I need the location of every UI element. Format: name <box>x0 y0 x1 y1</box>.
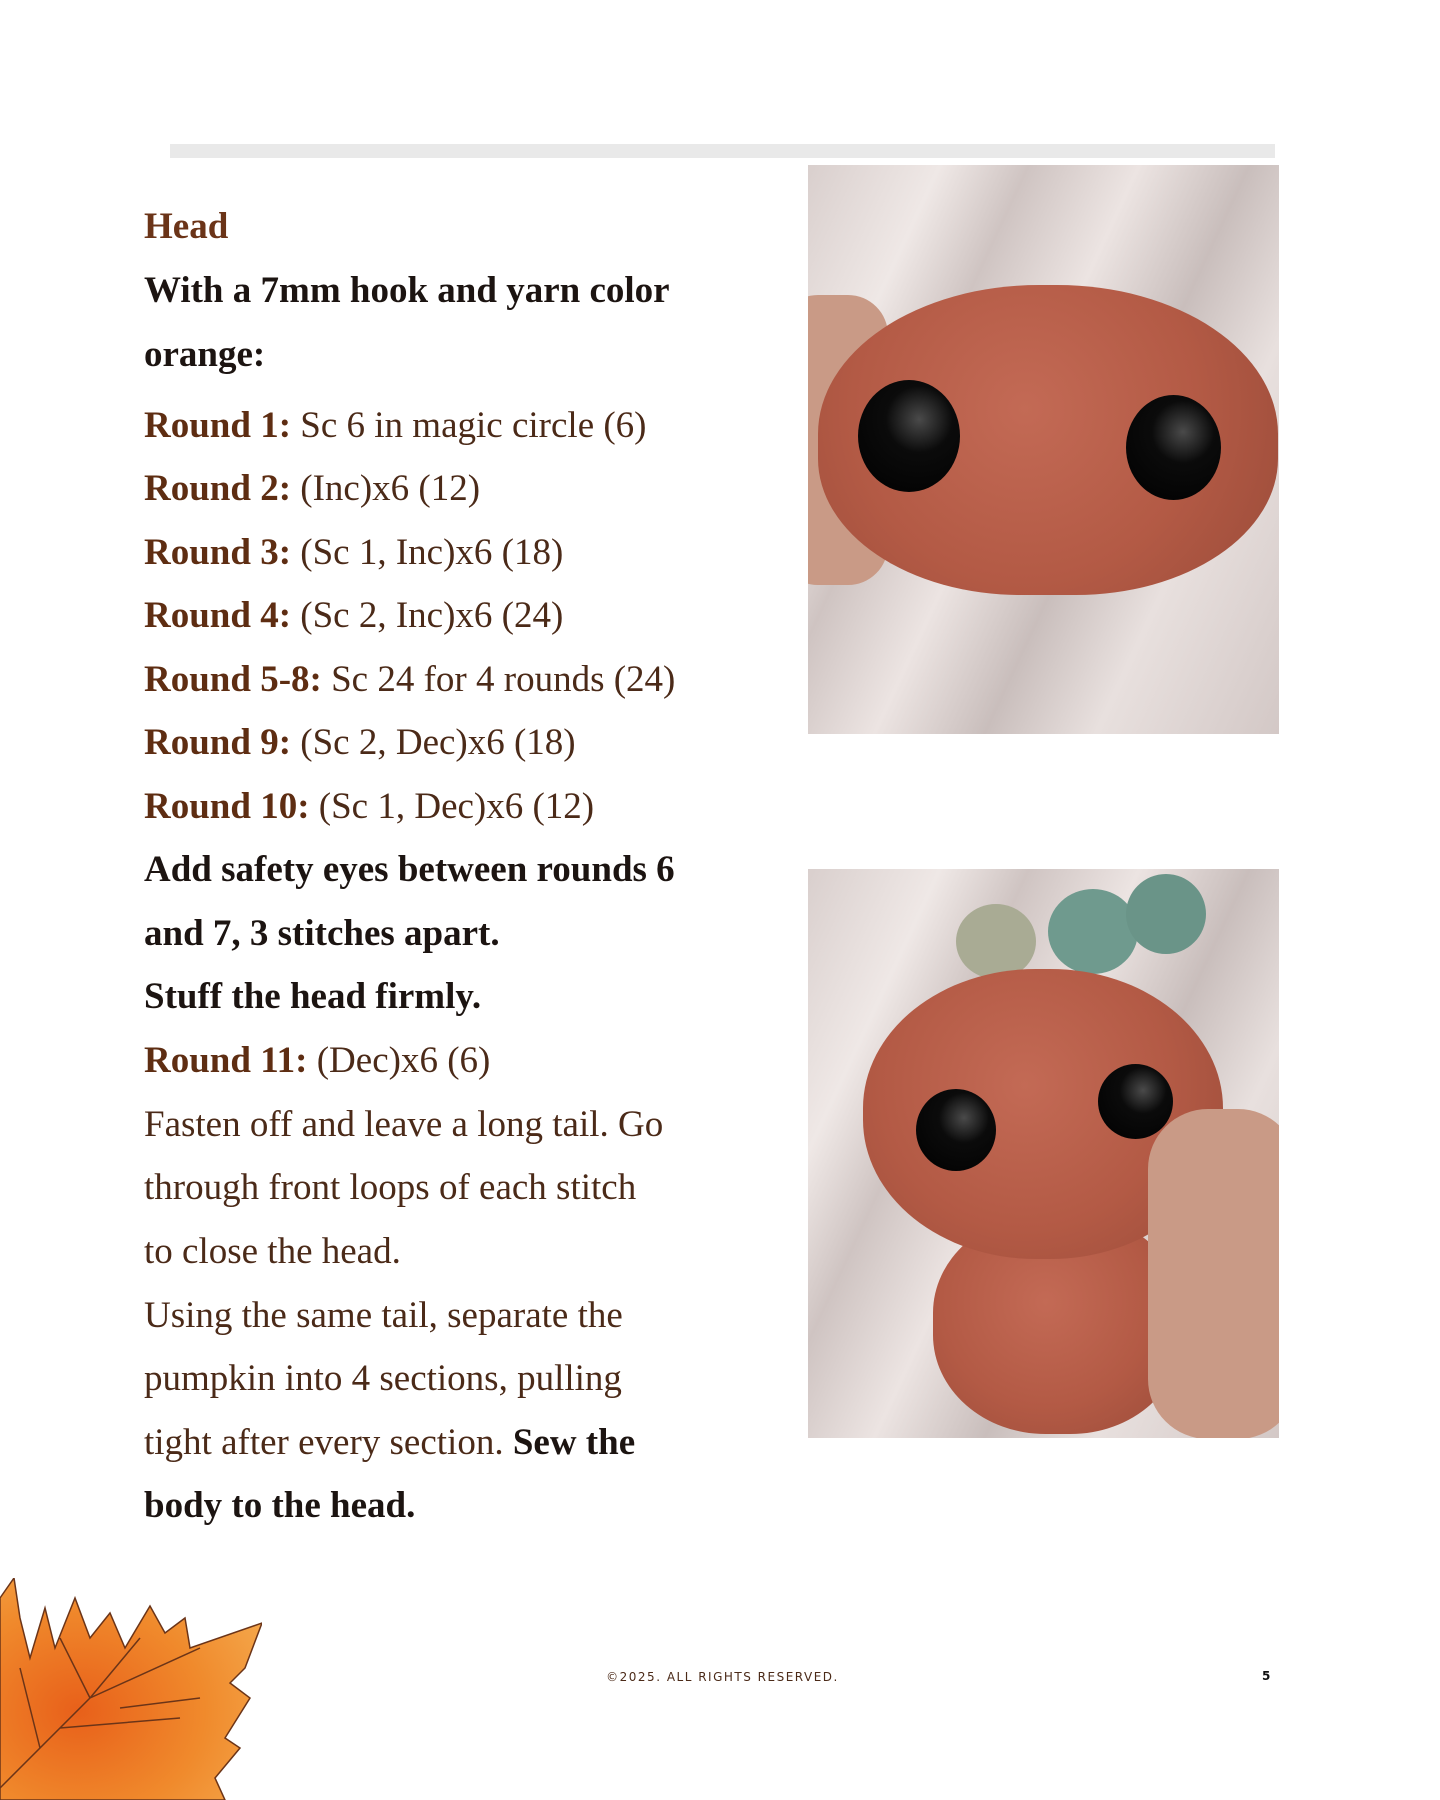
maple-leaf-icon <box>0 1578 262 1800</box>
finish-line-4: Using the same tail, separate the <box>144 1295 623 1336</box>
round-4 <box>144 594 563 638</box>
round-11 <box>144 1039 490 1083</box>
safety-eye-right <box>1098 1064 1173 1139</box>
section-title: Head <box>144 206 229 247</box>
round-label: Round 3: <box>144 532 292 573</box>
round-10 <box>144 785 594 829</box>
round-text: (Sc 2, Inc)x6 (24) <box>291 595 564 636</box>
round-label: Round 1: <box>144 405 292 446</box>
round-text: (Inc)x6 (12) <box>291 468 481 509</box>
safety-eye-right <box>1126 395 1221 500</box>
leaf-pompom <box>1126 874 1206 954</box>
round-text: Sc 24 for 4 rounds (24) <box>321 659 676 700</box>
round-text: (Dec)x6 (6) <box>307 1040 491 1081</box>
hand <box>1148 1109 1279 1438</box>
leaf-pompom <box>1048 889 1138 974</box>
round-1 <box>144 404 647 448</box>
finish-line-3: to close the head. <box>144 1231 401 1272</box>
round-label: Round 10: <box>144 786 310 827</box>
header-divider-bar <box>170 144 1275 158</box>
safety-eye-left <box>858 380 960 492</box>
finish-line-7: body to the head. <box>144 1485 416 1526</box>
round-text: (Sc 2, Dec)x6 (18) <box>291 722 576 763</box>
finish-line-6 <box>144 1421 635 1465</box>
intro-line-1: With a 7mm hook and yarn color <box>144 270 670 311</box>
finish-line-2: through front loops of each stitch <box>144 1167 637 1208</box>
round-text: Sc 6 in magic circle (6) <box>291 405 647 446</box>
round-2 <box>144 467 480 511</box>
eyes-note-line-2: and 7, 3 stitches apart. <box>144 913 500 954</box>
finish-line-5: pumpkin into 4 sections, pulling <box>144 1358 622 1399</box>
intro-line-2: orange: <box>144 334 266 375</box>
page-number: 5 <box>1262 1669 1271 1683</box>
finish-line-1: Fasten off and leave a long tail. Go <box>144 1104 664 1145</box>
round-5-8 <box>144 658 675 702</box>
finish-bold-text: Sew the <box>512 1422 636 1463</box>
finish-text: tight after every section. <box>144 1422 513 1463</box>
round-9 <box>144 721 576 765</box>
round-text: (Sc 1, Inc)x6 (18) <box>291 532 564 573</box>
eyes-note-line-1: Add safety eyes between rounds 6 <box>144 849 675 890</box>
round-text: (Sc 1, Dec)x6 (12) <box>309 786 595 827</box>
round-3 <box>144 531 563 575</box>
round-label: Round 4: <box>144 595 292 636</box>
safety-eye-left <box>916 1089 996 1171</box>
round-label: Round 11: <box>144 1040 308 1081</box>
leaf-pompom <box>956 904 1036 979</box>
round-label: Round 5-8: <box>144 659 322 700</box>
round-label: Round 9: <box>144 722 292 763</box>
photo-pumpkin-full <box>808 869 1279 1438</box>
copyright-footer: ©2025. ALL RIGHTS RESERVED. <box>606 1670 839 1684</box>
photo-pumpkin-head <box>808 165 1279 734</box>
stuff-note: Stuff the head firmly. <box>144 976 482 1017</box>
round-label: Round 2: <box>144 468 292 509</box>
